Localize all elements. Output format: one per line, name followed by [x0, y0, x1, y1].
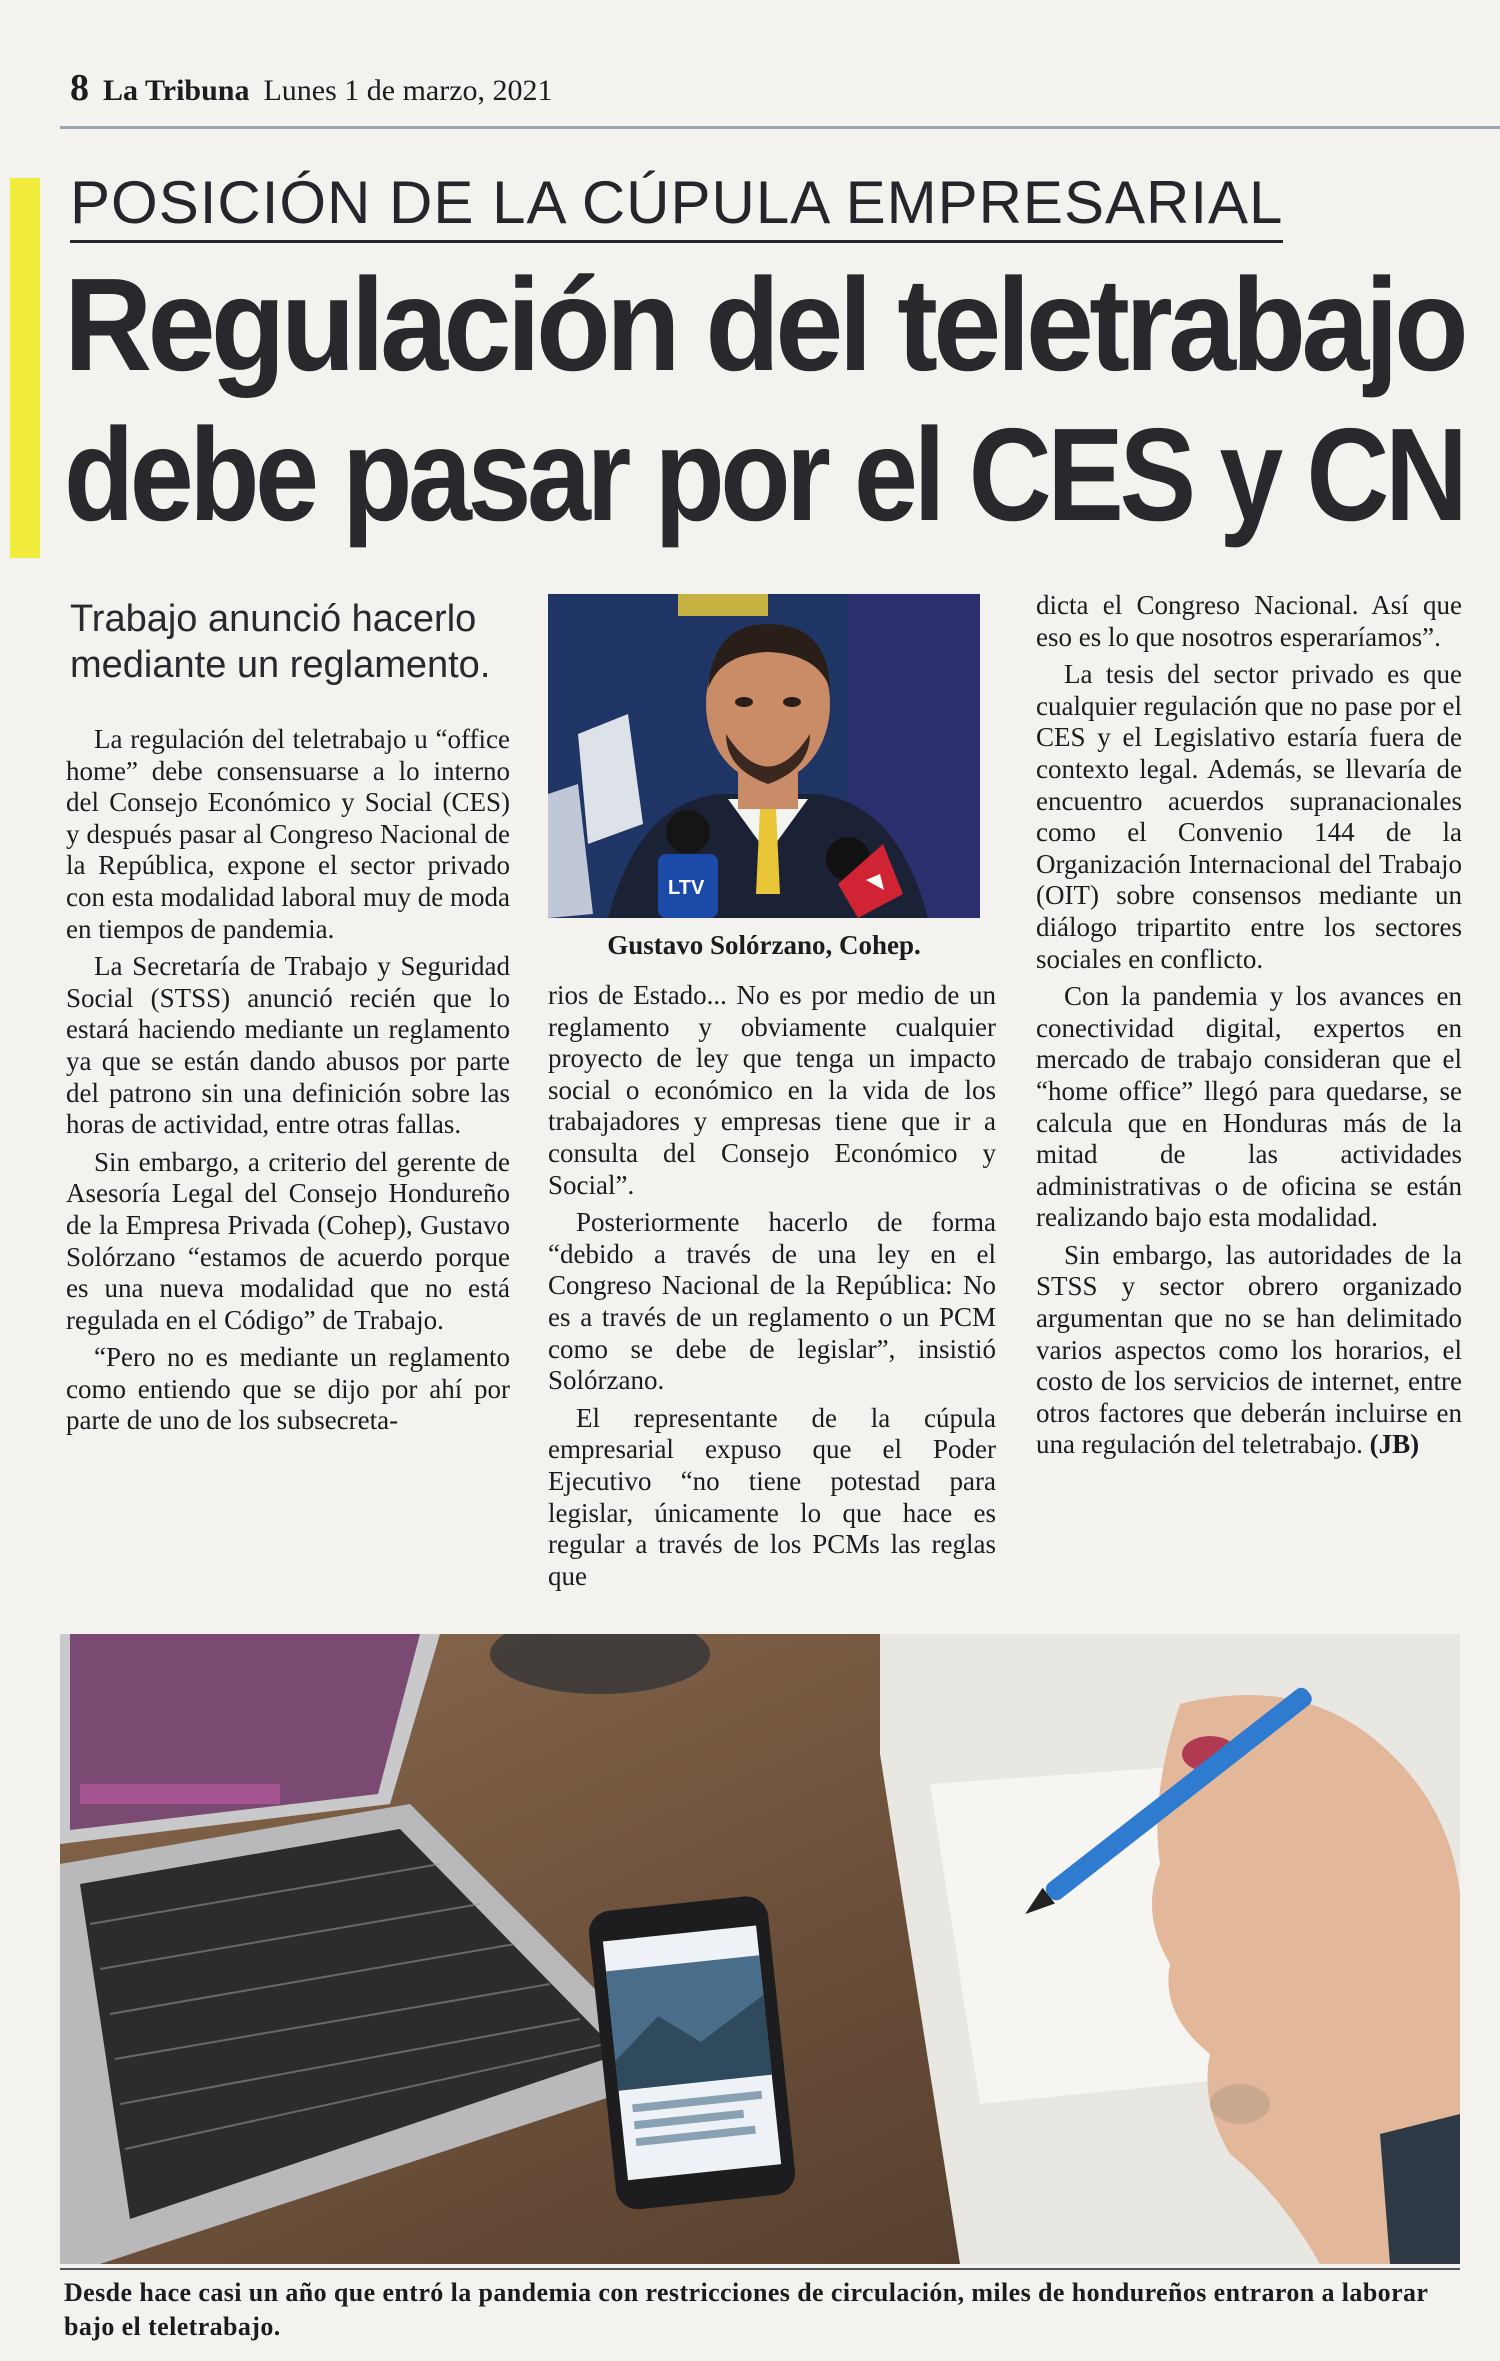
paragraph — [1036, 1240, 1462, 1461]
byline: (JB) — [1369, 1429, 1420, 1460]
header-rule — [60, 126, 1500, 129]
newspaper-name: La Tribuna — [103, 74, 250, 107]
teleworking-illustration — [60, 1634, 1460, 2264]
paragraph: El representante de la cúpula empresarial expuso que el Poder Ejecutivo “no tiene potestad para legislar, únicamente lo que hace es regular a través de los PCMs las reglas que — [548, 1402, 996, 1591]
portrait-photo — [548, 594, 980, 918]
headline-line-1: Regulación del teletrabajo — [64, 251, 1465, 398]
caption-rule — [60, 2268, 1460, 2270]
article-column-3 — [1036, 590, 1462, 1461]
headline — [64, 250, 1464, 550]
paragraph: Posteriormente hacerlo de forma “debido a través de una ley en el Congreso Nacional de la República: No es a través de un reglamento o un PCM como se debe de legislar”, insistió Solórzano. — [548, 1207, 996, 1396]
paragraph: La tesis del sector privado es que cualquier regulación que no pase por el CES y el Legislativo estaría fuera de contexto legal. Además, se llevaría de encuentro acuerdos supranacionales como el Convenio 144 de la Organización Internacional del Trabajo (OIT) sobre consensos mediante un diálogo tripartito entre los sectores sociales en conflicto. — [1036, 659, 1462, 974]
paragraph: “Pero no es mediante un reglamento como entiendo que se dijo por ahí por parte de uno de los subsecreta- — [66, 1342, 510, 1436]
paragraph-text: Sin embargo, las autoridades de la STSS y sector obrero organizado argumentan que no se han delimitado varios aspectos como los horarios, el costo de los servicios de internet, entre otros factores que deberán incluirse en una regulación del teletrabajo. — [1036, 1239, 1462, 1460]
paragraph: La regulación del teletrabajo u “office home” debe consensuarse a lo interno del Consejo Económico y Social (CES) y después pasar al Congreso Nacional de la República, expone el sector privado con esta modalidad laboral muy de moda en tiempos de pandemia. — [66, 724, 510, 944]
portrait-illustration — [548, 594, 980, 918]
teleworking-photo — [60, 1634, 1460, 2264]
issue-date: Lunes 1 de marzo, 2021 — [263, 74, 553, 107]
paragraph: rios de Estado... No es por medio de un reglamento y obviamente cualquier proyecto de ley que tenga un impacto social o económico en la vida de los trabajadores y empresas tiene que ir a consulta del Consejo Económico y Social”. — [548, 980, 996, 1200]
subheadline: Trabajo anunció hacerlo mediante un reglamento. — [70, 598, 491, 686]
article-column-2 — [548, 980, 996, 1592]
paragraph: La Secretaría de Trabajo y Seguridad Social (STSS) anunció recién que lo estará haciendo mediante un reglamento ya que se están dando abusos por parte del patrono sin una definición sobre las horas de actividad, entre otras fallas. — [66, 951, 510, 1140]
mic-flag-label: LTV — [668, 877, 705, 899]
article-column-1 — [66, 724, 510, 1437]
page-header — [70, 66, 553, 116]
photo-caption: Desde hace casi un año que entró la pandemia con restricciones de circulación, miles de hondureños entraron a laborar bajo el teletrabajo. — [64, 2278, 1428, 2341]
paragraph: Sin embargo, a criterio del gerente de Asesoría Legal del Consejo Hondureño de la Empresa Privada (Cohep), Gustavo Solórzano “estamos de acuerdo porque es una nueva modalidad que no está regulada en el Código” de Trabajo. — [66, 1146, 510, 1335]
highlighter-mark — [10, 178, 40, 558]
page-number: 8 — [70, 67, 89, 109]
kicker: POSICIÓN DE LA CÚPULA EMPRESARIAL — [70, 168, 1283, 243]
headline-line-2: debe pasar por el CES y CN — [64, 401, 1464, 548]
paragraph: Con la pandemia y los avances en conectividad digital, expertos en mercado de trabajo consideran que el “home office” llegó para quedarse, se calcula que en Honduras más de la mitad de las actividades administrativas o de oficina se están realizando bajo esta modalidad. — [1036, 981, 1462, 1233]
portrait-caption: Gustavo Solórzano, Cohep. — [607, 930, 921, 960]
paragraph: dicta el Congreso Nacional. Así que eso es lo que nosotros esperaríamos”. — [1036, 590, 1462, 652]
